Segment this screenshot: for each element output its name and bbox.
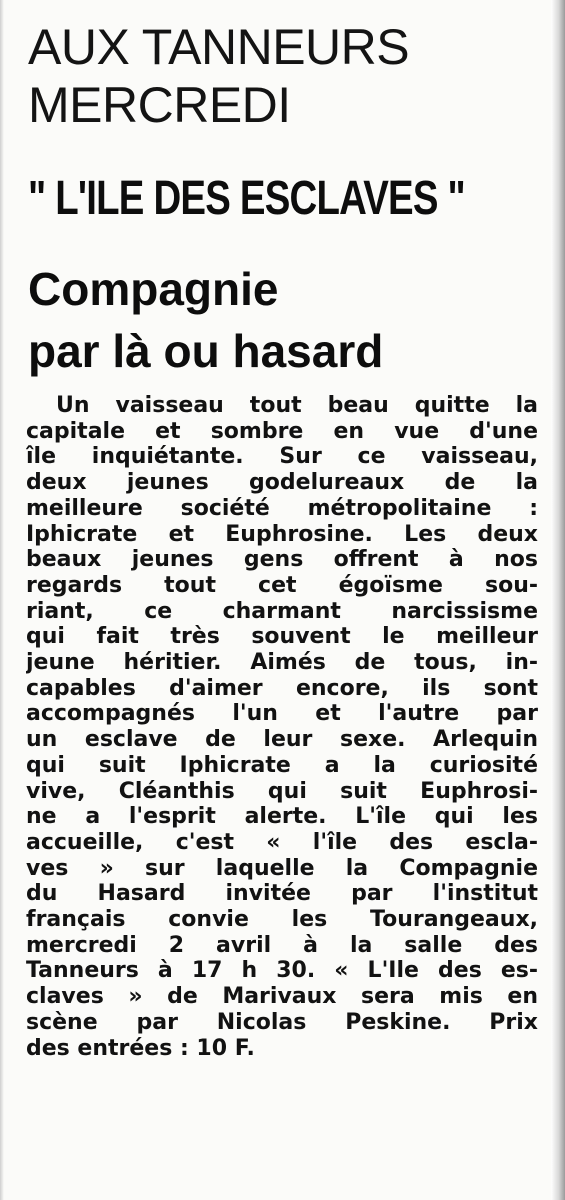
article-subhead: Compagnie par là ou hasard: [28, 263, 384, 377]
body-line: ves » sur laquelle la Compagnie: [26, 855, 538, 881]
body-line: riant, ce charmant narcissisme: [26, 598, 538, 624]
body-line: qui fait très souvent le meilleur: [26, 624, 538, 650]
body-line: capables d'aimer encore, ils sont: [26, 675, 538, 701]
article-headline: " L'ILE DES ESCLAVES ": [28, 172, 465, 225]
paper-edge-right: [551, 0, 565, 1200]
body-line: mercredi 2 avril à la salle des: [26, 932, 538, 958]
body-line: un esclave de leur sexe. Arlequin: [26, 727, 538, 753]
body-line: Un vaisseau tout beau quitte la: [56, 393, 538, 418]
body-line: regards tout cet égoïsme sou-: [26, 572, 538, 598]
body-line: du Hasard invitée par l'institut: [26, 881, 538, 907]
body-line: jeune héritier. Aimés de tous, in-: [26, 650, 538, 676]
body-line: île inquiétante. Sur ce vaisseau,: [26, 444, 538, 470]
body-line: des entrées : 10 F.: [26, 1035, 255, 1061]
paper-edge-left: [0, 0, 4, 1200]
body-line: beaux jeunes gens offrent à nos: [26, 547, 538, 573]
body-line: qui suit Iphicrate a la curiosité: [26, 752, 538, 778]
body-line: deux jeunes godelureaux de la: [26, 470, 538, 496]
body-line: Iphicrate et Euphrosine. Les deux: [26, 521, 538, 547]
body-line: vive, Cléanthis qui suit Euphrosi-: [26, 778, 538, 804]
body-line: meilleure société métropolitaine :: [26, 495, 538, 521]
body-line: Tanneurs à 17 h 30. « L'Ile des es-: [26, 958, 538, 984]
body-line: capitale et sombre en vue d'une: [26, 418, 538, 444]
body-line: accueille, c'est « l'île des escla-: [26, 829, 538, 855]
article-body: [26, 393, 538, 1061]
body-line: ne a l'esprit alerte. L'île qui les: [26, 804, 538, 830]
body-line: claves » de Marivaux sera mis en: [26, 984, 538, 1010]
body-line: accompagnés l'un et l'autre par: [26, 701, 538, 727]
article-kicker: AUX TANNEURS MERCREDI: [28, 19, 410, 133]
body-line: français convie les Tourangeaux,: [26, 907, 538, 933]
body-line: scène par Nicolas Peskine. Prix: [26, 1009, 538, 1035]
